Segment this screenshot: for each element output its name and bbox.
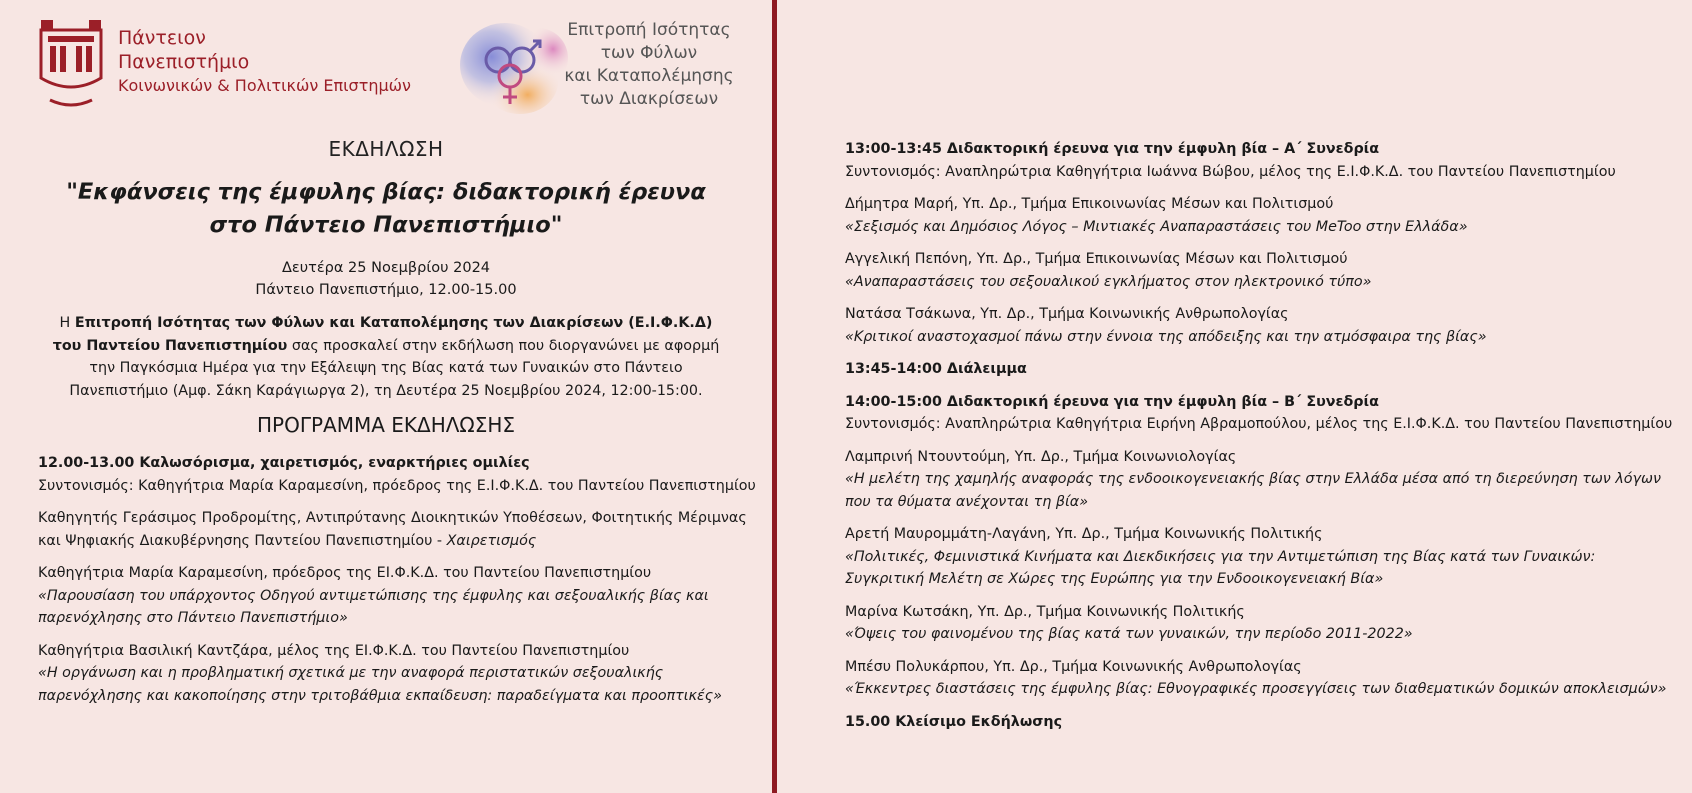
left-column [0, 0, 772, 793]
speaker: Μπέσυ Πολυκάρπου, Υπ. Δρ., Τμήμα Κοινωνικής Ανθρωπολογίας [845, 658, 1302, 675]
speaker: Αρετή Μαυρομμάτη-Λαγάνη, Υπ. Δρ., Τμήμα Κοινωνικής Πολιτικής [845, 526, 1323, 542]
talk-title: «Έκκεντρες διαστάσεις της έμφυλης βίας: Εθνογραφικές προσεγγίσεις των διαθεματικών δομικών αποκλεισμών» [845, 681, 1667, 697]
agenda-item [38, 640, 768, 708]
speaker: Μαρίνα Κωτσάκη, Υπ. Δρ., Τμήμα Κοινωνικής Πολιτικής [845, 603, 1245, 620]
session-title: 12.00-13.00 Καλωσόρισμα, χαιρετισμός, εναρκτήριες ομιλίες [38, 455, 530, 471]
intro-rest: σας προσκαλεί στην εκδήλωση που διοργανώνει με αφορμή την Παγκόσμια Ημέρα για την Εξάλειψη της Βίας κατά των Γυναικών στο Πάντειο Πανεπιστήμιο (Αμφ. Σάκη Καράγιωργα 2), τη Δευτέρα 25 Νοεμβρίου 2024, 12:00-15:00. [69, 337, 720, 399]
agenda-item [845, 248, 1675, 293]
event-date: Δευτέρα 25 Νοεμβρίου 2024 [281, 260, 491, 276]
university-name-line3: Κοινωνικών & Πολιτικών Επιστημών [118, 76, 411, 95]
speaker: Αγγελική Πεπόνη, Υπ. Δρ., Τμήμα Επικοινωνίας Μέσων και Πολιτισμού [845, 251, 1348, 267]
right-agenda [845, 138, 1675, 743]
program-heading: ΠΡΟΓΡΑΜΜΑ ΕΚΔΗΛΩΣΗΣ [256, 413, 516, 437]
committee-name-line4: των Διακρίσεων [579, 89, 719, 109]
intro-prefix: Η [59, 315, 75, 331]
agenda-session-a [845, 138, 1675, 183]
agenda-session-opening [38, 452, 768, 497]
university-crest-icon [38, 18, 104, 114]
break-title: 13:45-14:00 Διάλειμμα [845, 361, 1027, 377]
speaker: Νατάσα Τσάκωνα, Υπ. Δρ., Τμήμα Κοινωνικής Ανθρωπολογίας [845, 306, 1289, 322]
talk-title: «Η οργάνωση και η προβληματική σχετικά με την αναφορά περιστατικών σεξουαλικής παρενόχλησης και κακοποίησης στην τριτοβάθμια εκπαίδευση: παραδείγματα και προοπτικές» [38, 665, 722, 704]
talk-title: «Όψεις του φαινομένου της βίας κατά των γυναικών, την περίοδο 2011-2022» [845, 626, 1413, 642]
committee-name-line1: Επιτροπή Ισότητας [567, 20, 731, 40]
speaker: Λαμπρινή Ντουντούμη, Υπ. Δρ., Τμήμα Κοινωνιολογίας [845, 448, 1237, 465]
talk-title: «Αναπαραστάσεις του σεξουαλικού εγκλήματος στον ηλεκτρονικό τύπο» [845, 273, 1372, 290]
talk-title: «Πολιτικές, Φεμινιστικά Κινήματα και Διεκδικήσεις για την Αντιμετώπιση της Βίας κατά των Γυναικών: Συγκριτική Μελέτη σε Χώρες της Ευρώπης για την Ενδοοικογενειακή Βία» [845, 548, 1596, 587]
event-place-time: Πάντειο Πανεπιστήμιο, 12.00-15.00 [255, 282, 517, 298]
committee-name-line2: των Φύλων [600, 43, 698, 63]
agenda-item [38, 562, 768, 630]
agenda-item [38, 507, 768, 552]
speaker: Καθηγήτρια Βασιλική Καντζάρα, μέλος της ΕΙ.Φ.Κ.Δ. του Παντείου Πανεπιστημίου [38, 642, 630, 659]
gender-symbols-icon [460, 20, 572, 116]
greeting-label: Χαιρετισμός [446, 532, 537, 549]
column-divider [772, 0, 777, 793]
talk-title: «Η μελέτη της χαμηλής αναφοράς της ενδοοικογενειακής βίας στην Ελλάδα μέσα από τη διερεύνηση των λόγων που τα θύματα ανέχονται τη βία» [845, 471, 1661, 510]
session-coordinator: Συντονισμός: Καθηγήτρια Μαρία Καραμεσίνη, πρόεδρος της Ε.Ι.Φ.Κ.Δ. του Παντείου Πανεπιστημίου [38, 477, 756, 494]
agenda-item [845, 523, 1675, 591]
talk-title: «Σεξισμός και Δημόσιος Λόγος – Μιντιακές Αναπαραστάσεις του ΜeToo στην Ελλάδα» [845, 218, 1468, 235]
event-date-block [0, 257, 772, 301]
speaker: Καθηγήτρια Μαρία Καραμεσίνη, πρόεδρος της ΕΙ.Φ.Κ.Δ. του Παντείου Πανεπιστημίου [38, 565, 652, 581]
session-coordinator: Συντονισμός: Αναπληρώτρια Καθηγήτρια Ειρήνη Αβραμοπούλου, μέλος της Ε.Ι.Φ.Κ.Δ. του Παντείου Πανεπιστημίου [845, 416, 1673, 432]
talk-title: «Παρουσίαση του υπάρχοντος Οδηγού αντιμετώπισης της έμφυλης και σεξουαλικής βίας και παρενόχλησης στο Πάντειο Πανεπιστήμιο» [38, 587, 709, 626]
agenda-closing [845, 711, 1675, 734]
agenda-break [845, 358, 1675, 381]
talk-title: «Κριτικοί αναστοχασμοί πάνω στην έννοια της απόδειξης και την ατμόσφαιρα της βίας» [845, 328, 1487, 345]
event-title: "Εκφάνσεις της έμφυλης βίας: διδακτορική έρευνα στο Πάντειο Πανεπιστήμιο" [66, 179, 706, 238]
agenda-session-b [845, 391, 1675, 436]
left-agenda [38, 452, 768, 717]
university-name-line2: Πανεπιστήμιο [118, 51, 250, 73]
session-coordinator: Συντονισμός: Αναπληρώτρια Καθηγήτρια Ιωάννα Βώβου, μέλος της Ε.Ι.Φ.Κ.Δ. του Παντείου Πανεπιστημίου [845, 163, 1616, 180]
intro-organizer: Επιτροπή Ισότητας των Φύλων και Καταπολέμησης των Διακρίσεων (Ε.Ι.Φ.Κ.Δ) του Παντείου Πανεπιστημίου [52, 315, 713, 354]
agenda-item [845, 303, 1675, 348]
agenda-item [845, 193, 1675, 238]
session-title: 13:00-13:45 Διδακτορική έρευνα για την έμφυλη βία – Α΄ Συνεδρία [845, 141, 1380, 157]
session-title: 14:00-15:00 Διδακτορική έρευνα για την έμφυλη βία – Β΄ Συνεδρία [845, 393, 1379, 410]
closing-title: 15.00 Κλείσιμο Εκδήλωσης [845, 713, 1063, 730]
agenda-item [845, 601, 1675, 646]
speaker: Καθηγητής Γεράσιμος Προδρομίτης, Αντιπρύτανης Διοικητικών Υποθέσεων, Φοιτητικής Μέριμνας και Ψηφιακής Διακυβέρνησης Παντείου Πανεπιστημίου - [38, 510, 747, 549]
agenda-item [845, 656, 1675, 701]
university-name-line1: Πάντειον [118, 27, 206, 49]
committee-logo [460, 14, 750, 118]
committee-name-line3: και Καταπολέμησης [564, 66, 734, 86]
event-intro [46, 312, 726, 402]
agenda-item [845, 446, 1675, 514]
speaker: Δήμητρα Μαρή, Υπ. Δρ., Τμήμα Επικοινωνίας Μέσων και Πολιτισμού [845, 196, 1334, 212]
event-label: ΕΚΔΗΛΩΣΗ [328, 137, 444, 161]
panteion-logo [38, 18, 418, 114]
